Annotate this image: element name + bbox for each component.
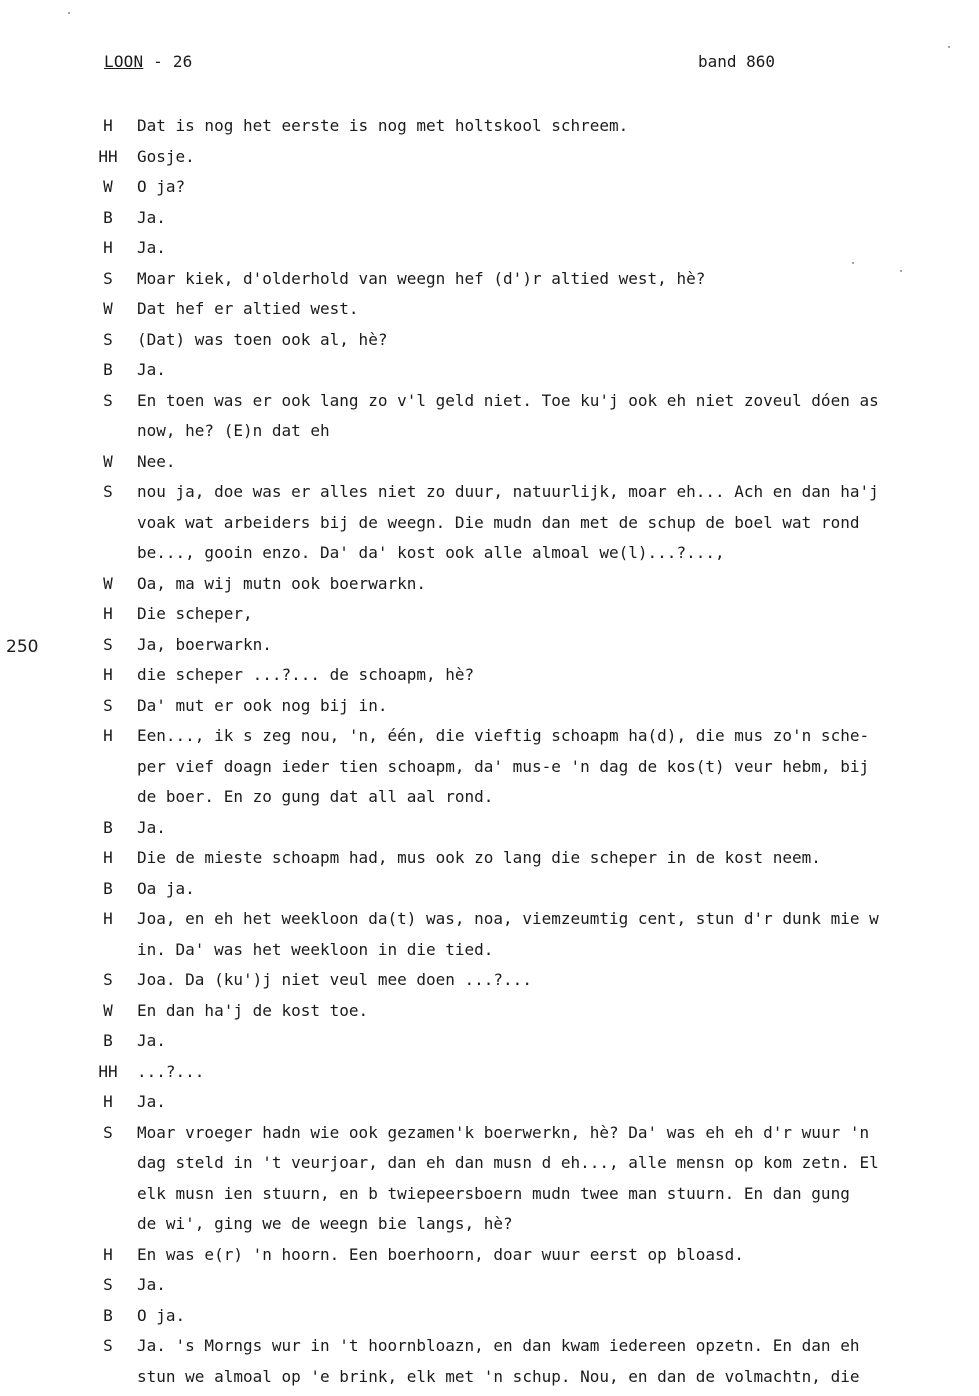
transcript-line — [0, 725, 979, 756]
transcript-line — [0, 695, 979, 726]
utterance-text: voak wat arbeiders bij de weegn. Die mudn dan met de schup de boel wat rond — [137, 512, 955, 534]
transcript-line — [0, 573, 979, 604]
transcript-line — [0, 237, 979, 268]
speaker-code: H — [88, 725, 128, 747]
transcript-body — [0, 115, 979, 1396]
speaker-code: B — [88, 207, 128, 229]
utterance-text: Ja. — [137, 1274, 955, 1296]
transcript-line — [0, 207, 979, 238]
transcript-line — [0, 420, 979, 451]
utterance-text: in. Da' was het weekloon in die tied. — [137, 939, 955, 961]
speaker-code: B — [88, 1030, 128, 1052]
transcript-line — [0, 939, 979, 970]
utterance-text: Ja. — [137, 817, 955, 839]
speaker-code: S — [88, 481, 128, 503]
speaker-code: S — [88, 634, 128, 656]
transcript-line — [0, 298, 979, 329]
utterance-text: Die de mieste schoapm had, mus ook zo lang die scheper in de kost neem. — [137, 847, 955, 869]
speaker-code: B — [88, 817, 128, 839]
speaker-code: S — [88, 1122, 128, 1144]
speaker-code: W — [88, 451, 128, 473]
transcript-line — [0, 115, 979, 146]
utterance-text: Dat hef er altied west. — [137, 298, 955, 320]
transcript-line — [0, 786, 979, 817]
utterance-text: Ja. — [137, 1030, 955, 1052]
utterance-text: Da' mut er ook nog bij in. — [137, 695, 955, 717]
utterance-text: Ja. — [137, 237, 955, 259]
scan-speck — [852, 262, 854, 264]
utterance-text: Oa ja. — [137, 878, 955, 900]
transcript-line — [0, 1061, 979, 1092]
utterance-text: de boer. En zo gung dat all aal rond. — [137, 786, 955, 808]
transcript-line — [0, 542, 979, 573]
utterance-text: per vief doagn ieder tien schoapm, da' mus-e 'n dag de kos(t) veur hebm, bij — [137, 756, 955, 778]
speaker-code: H — [88, 847, 128, 869]
transcript-line — [0, 1122, 979, 1153]
transcript-line — [0, 878, 979, 909]
utterance-text: Moar kiek, d'olderhold van weegn hef (d')r altied west, hè? — [137, 268, 955, 290]
speaker-code: S — [88, 268, 128, 290]
transcript-line — [0, 146, 979, 177]
header-page-number: - 26 — [143, 52, 192, 71]
transcript-line — [0, 1274, 979, 1305]
speaker-code: H — [88, 115, 128, 137]
transcript-line — [0, 1183, 979, 1214]
transcript-line — [0, 481, 979, 512]
utterance-text: nou ja, doe was er alles niet zo duur, natuurlijk, moar eh... Ach en dan ha'j — [137, 481, 955, 503]
transcript-line — [0, 359, 979, 390]
speaker-code: HH — [88, 146, 128, 168]
transcript-line — [0, 664, 979, 695]
transcript-line — [0, 268, 979, 299]
transcript-line — [0, 603, 979, 634]
utterance-text: En toen was er ook lang zo v'l geld niet. Toe ku'j ook eh niet zoveul dóen as — [137, 390, 955, 412]
utterance-text: Ja. — [137, 359, 955, 381]
utterance-text: de wi', ging we de weegn bie langs, hè? — [137, 1213, 955, 1235]
transcript-line — [0, 634, 979, 665]
utterance-text: Dat is nog het eerste is nog met holtskool schreem. — [137, 115, 955, 137]
speaker-code: S — [88, 969, 128, 991]
transcript-line — [0, 1000, 979, 1031]
transcript-line — [0, 512, 979, 543]
utterance-text: En was e(r) 'n hoorn. Een boerhoorn, doar wuur eerst op bloasd. — [137, 1244, 955, 1266]
utterance-text: dag steld in 't veurjoar, dan eh dan musn d eh..., alle mensn op kom zetn. El — [137, 1152, 955, 1174]
speaker-code: H — [88, 1244, 128, 1266]
utterance-text: elk musn ien stuurn, en b twiepeersboern mudn twee man stuurn. En dan gung — [137, 1183, 955, 1205]
transcript-line — [0, 1305, 979, 1336]
utterance-text: (Dat) was toen ook al, hè? — [137, 329, 955, 351]
transcript-line — [0, 1366, 979, 1396]
speaker-code: W — [88, 176, 128, 198]
utterance-text: now, he? (E)n dat eh — [137, 420, 955, 442]
utterance-text: Joa. Da (ku')j niet veul mee doen ...?... — [137, 969, 955, 991]
speaker-code: H — [88, 908, 128, 930]
utterance-text: Ja. — [137, 1091, 955, 1113]
transcript-line — [0, 329, 979, 360]
transcript-line — [0, 1244, 979, 1275]
utterance-text: Gosje. — [137, 146, 955, 168]
transcript-line — [0, 1152, 979, 1183]
speaker-code: H — [88, 237, 128, 259]
scan-speck — [948, 46, 950, 48]
utterance-text: O ja. — [137, 1305, 955, 1327]
transcript-line — [0, 969, 979, 1000]
transcript-line — [0, 817, 979, 848]
transcript-line — [0, 847, 979, 878]
utterance-text: Oa, ma wij mutn ook boerwarkn. — [137, 573, 955, 595]
speaker-code: B — [88, 878, 128, 900]
speaker-code: S — [88, 1274, 128, 1296]
utterance-text: Ja. 's Morngs wur in 't hoornbloazn, en dan kwam iedereen opzetn. En dan eh — [137, 1335, 955, 1357]
transcript-line — [0, 390, 979, 421]
scan-speck — [900, 270, 902, 272]
speaker-code: B — [88, 359, 128, 381]
speaker-code: HH — [88, 1061, 128, 1083]
transcript-line — [0, 451, 979, 482]
transcript-line — [0, 908, 979, 939]
utterance-text: Moar vroeger hadn wie ook gezamen'k boerwerkn, hè? Da' was eh eh d'r wuur 'n — [137, 1122, 955, 1144]
utterance-text: O ja? — [137, 176, 955, 198]
utterance-text: Joa, en eh het weekloon da(t) was, noa, viemzeumtig cent, stun d'r dunk mie w — [137, 908, 955, 930]
transcript-line — [0, 1091, 979, 1122]
speaker-code: S — [88, 390, 128, 412]
margin-line-number: 250 — [6, 637, 38, 657]
transcript-line — [0, 1335, 979, 1366]
speaker-code: W — [88, 298, 128, 320]
speaker-code: H — [88, 664, 128, 686]
utterance-text: Ja. — [137, 207, 955, 229]
page-header-right: band 860 — [698, 52, 775, 71]
utterance-text: Een..., ik s zeg nou, 'n, één, die vieftig schoapm ha(d), die mus zo'n sche- — [137, 725, 955, 747]
speaker-code: S — [88, 1335, 128, 1357]
utterance-text: stun we almoal op 'e brink, elk met 'n schup. Nou, en dan de volmachtn, die — [137, 1366, 955, 1388]
utterance-text: be..., gooin enzo. Da' da' kost ook alle almoal we(l)...?..., — [137, 542, 955, 564]
transcript-line — [0, 1213, 979, 1244]
scan-speck — [68, 12, 70, 14]
speaker-code: W — [88, 1000, 128, 1022]
header-place: LOON — [104, 52, 143, 71]
speaker-code: S — [88, 695, 128, 717]
transcript-line — [0, 1030, 979, 1061]
utterance-text: Nee. — [137, 451, 955, 473]
page-header-left — [104, 52, 193, 71]
transcript-line — [0, 176, 979, 207]
utterance-text: Ja, boerwarkn. — [137, 634, 955, 656]
speaker-code: B — [88, 1305, 128, 1327]
transcript-line — [0, 756, 979, 787]
utterance-text: En dan ha'j de kost toe. — [137, 1000, 955, 1022]
speaker-code: W — [88, 573, 128, 595]
utterance-text: Die scheper, — [137, 603, 955, 625]
speaker-code: H — [88, 1091, 128, 1113]
speaker-code: H — [88, 603, 128, 625]
utterance-text: ...?... — [137, 1061, 955, 1083]
speaker-code: S — [88, 329, 128, 351]
utterance-text: die scheper ...?... de schoapm, hè? — [137, 664, 955, 686]
